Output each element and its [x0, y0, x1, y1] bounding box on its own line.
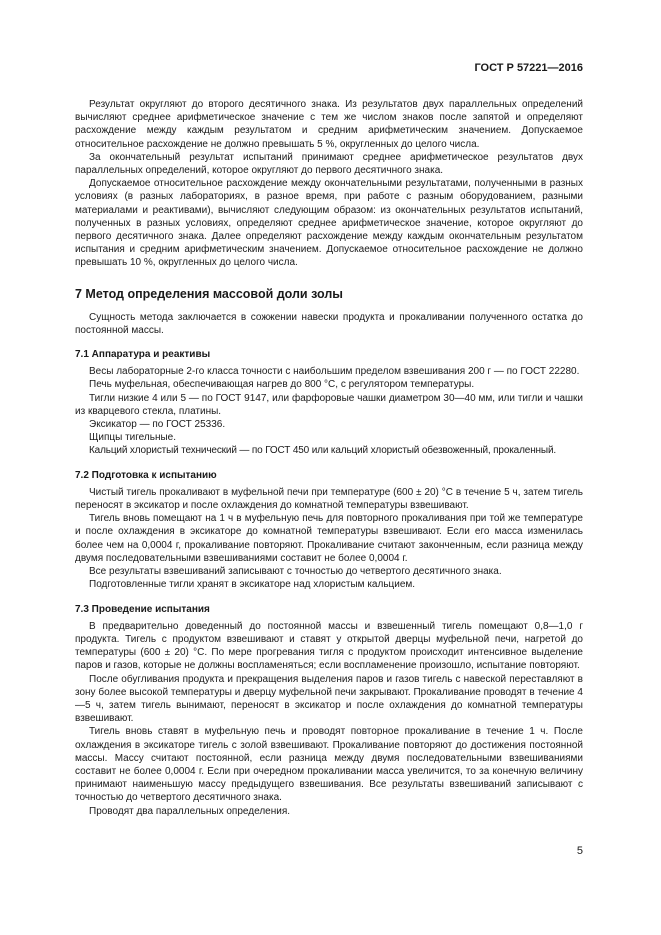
preparation-paragraph: Подготовленные тигли хранят в эксикаторе над хлористым кальцием.: [89, 579, 416, 591]
page-content: [75, 98, 583, 818]
document-code-header: ГОСТ Р 57221—2016: [474, 62, 583, 74]
page-number: 5: [576, 845, 583, 857]
procedure-paragraph: После обугливания продукта и прекращения выделения паров и газов тигель с навеской переставляют в зону более высокой температуры и дверцу муфельной печи закрывают. Прокаливание проводят в течение 4—5 ч, затем тигель вынимают, переносят в эксикатор и после охлаждения до комнатной температуры взвешивают.: [75, 673, 583, 725]
intro-paragraph-1: Результат округляют до второго десятичного знака. Из результатов двух параллельных определений вычисляют среднее арифметическое значение с тем же числом знаков после запятой и определяют расхождение между каждым результатом и средним арифметическим значением. Допускаемое относительное расхождение не должно превышать 5 %, округленных до целого числа.: [75, 99, 583, 150]
section-7-2-heading: 7.2 Подготовка к испытанию: [75, 469, 217, 481]
section-7-3-heading: 7.3 Проведение испытания: [75, 603, 210, 615]
procedure-paragraph: Проводят два параллельных определения.: [89, 805, 291, 817]
section-7-heading: 7 Метод определения массовой доли золы: [75, 286, 343, 301]
equipment-item: Эксикатор — по ГОСТ 25336.: [89, 419, 226, 431]
preparation-paragraph: Чистый тигель прокаливают в муфельной печи при температуре (600 ± 20) °С в течение 5 ч, затем тигель переносят в эксикатор и после охлаждения до комнатной температуры взвешивают.: [75, 486, 583, 512]
equipment-item: Кальций хлористый технический — по ГОСТ 450 или кальций хлористый обезвоженный, прокаленный.: [89, 445, 557, 457]
intro-paragraph-3: Допускаемое относительное расхождение между окончательными результатами, полученными в разных условиях (в разных лабораториях, в разное время, при работе с разным оборудованием, разными материалами и реактивами), вычисляют следующим образом: из окончательных результатов испытаний, полученных в разных условиях, определяют среднее арифметическое значение, которое округляют до первого десятичного знака. Далее определяют расхождение между каждым окончательным результатом испытания и средним арифметическим значением. Допускаемое относительное расхождение не должно превышать 10 %, округленных до целого числа.: [75, 178, 583, 269]
section-7-1-heading: 7.1 Аппаратура и реактивы: [75, 349, 211, 361]
preparation-paragraph: Все результаты взвешиваний записывают с точностью до четвертого десятичного знака.: [89, 566, 502, 578]
equipment-item: Печь муфельная, обеспечивающая нагрев до 800 °С, с регулятором температуры.: [89, 379, 475, 391]
procedure-paragraph: Тигель вновь ставят в муфельную печь и проводят повторное прокаливание в течение 1 ч. После охлаждения в эксикаторе тигель с золой взвешивают. Прокаливание повторяют до достижения постоянной массы. Массу считают постоянной, если разница между двумя последовательными взвешиваниями составит не более 0,0004 г. Если при очередном прокаливании масса увеличится, то за конечную величину принимают наименьшую массу предыдущего взвешивания. Все результаты взвешиваний записывают с точностью до четвертого десятичного знака.: [75, 726, 583, 804]
intro-paragraph-2: За окончательный результат испытаний принимают среднее арифметическое результатов двух параллельных определений, которое округляют до первого десятичного знака.: [75, 151, 583, 177]
equipment-item: Тигли низкие 4 или 5 — по ГОСТ 9147, или фарфоровые чашки диаметром 30—40 мм, или тигли и чашки из кварцевого стекла, платины.: [75, 392, 583, 417]
equipment-item: Щипцы тигельные.: [89, 432, 176, 444]
procedure-paragraph: В предварительно доведенный до постоянной массы и взвешенный тигель помещают 0,8—1,0 г продукта. Тигель с продуктом взвешивают и ставят у открытой дверцы муфельной печи, нагретой до температуры (600 ± 20) °С. По мере прогревания тигля с продуктом происходит интенсивное выделение паров и газов, которые не должны воспламеняться; если воспламенение произошло, испытание повторяют.: [75, 620, 583, 672]
method-essence-paragraph: Сущность метода заключается в сожжении навески продукта и прокаливании полученного остатка до постоянной массы.: [75, 311, 583, 336]
preparation-paragraph: Тигель вновь помещают на 1 ч в муфельную печь для повторного прокаливания при той же температуре и после охлаждения в эксикаторе до комнатной температуры взвешивают. Если его масса изменилась более чем на 0,0004 г, прокаливание повторяют. Прокаливание считают законченным, если разница между двумя последовательными взвешиваниями составит не более 0,0004 г.: [75, 513, 583, 564]
equipment-item: Весы лабораторные 2-го класса точности с наибольшим пределом взвешивания 200 г — по ГОСТ 22280.: [89, 366, 580, 378]
